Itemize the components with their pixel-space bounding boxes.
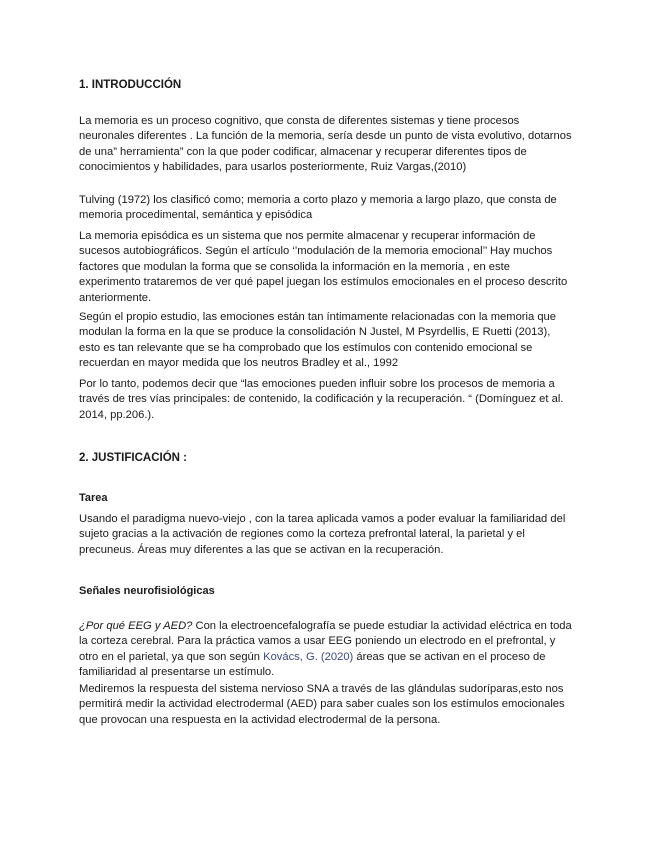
question-eeg-aed: ¿Por qué EEG y AED? [79,620,193,632]
section-heading-introduccion: 1. INTRODUCCIÓN [79,79,182,91]
paragraph-intro-4: Según el propio estudio, las emociones están tan íntimamente relacionadas con la memoria que modulan la forma en la que se produce la consolidación N Justel, M Psyrdellis, E Ruetti (2013), esto es tan relevante que se ha comprobado que los estímulos con contenido emocional se recuerdan en mayor medida que los neutros Bradley et al., 1992 [79,311,556,370]
section-heading-justificacion: 2. JUSTIFICACIÓN : [79,452,187,464]
senales-text-b: áreas que se activan en el proceso de familiaridad al presentarse un estímulo. [79,650,546,679]
paragraph-tarea: Usando el paradigma nuevo-viejo , con la tarea aplicada vamos a poder evaluar la familiaridad del sujeto gracias a la activación de regiones como la corteza prefrontal lateral, la parietal y el precuneus. Áreas muy diferentes a las que se activan en la recuperación. [79,513,566,556]
subheading-tarea: Tarea [79,492,108,504]
paragraph-intro-5: Por lo tanto, podemos decir que “las emociones pueden influir sobre los procesos de memoria a través de tres vías principales: de contenido, la codificación y la recuperación. “ (Domínguez et al. 2014, pp.206.). [79,378,564,421]
paragraph-intro-1: La memoria es un proceso cognitivo, que consta de diferentes sistemas y tiene procesos neuronales diferentes . La función de la memoria, sería desde un punto de vista evolutivo, dotarnos de una” herramienta” con la que poder codificar, almacenar y recuperar diferentes tipos de conocimientos y habilidades, para usarlos posteriormente, Ruiz Vargas,(2010) [79,115,572,174]
subheading-senales: Señales neurofisiológicas [79,585,215,597]
senales-text-a: Con la electroencefalografía se puede estudiar la actividad eléctrica en toda la corteza cerebral. Para la práctica vamos a usar EEG poniendo un electrodo en el prefrontal, y otro en el parietal, ya que son según [79,620,572,663]
paragraph-intro-2: Tulving (1972) los clasificó como; memoria a corto plazo y memoria a largo plazo, que consta de memoria procedimental, semántica y episódica [79,194,557,222]
paragraph-senales-1 [79,619,573,681]
citation-kovacs: Kovács, G. (2020) [263,650,354,663]
paragraph-senales-2: Mediremos la respuesta del sistema nervioso SNA a través de las glándulas sudoríparas,esto nos permitirá medir la actividad electrodermal (AED) para saber cuales son los estímulos emocionales que provocan una respuesta en la actividad electrodermal de la persona. [79,683,565,726]
paragraph-intro-3: La memoria episódica es un sistema que nos permite almacenar y recuperar información de sucesos autobiográficos. Según el artículo ‘’modulación de la memoria emocional’’ Hay muchos factores que modulan la forma que se consolida la información en la memoria , en este experimento trataremos de ver qué papel juegan los estímulos emocionales en el proceso descrito anteriormente. [79,230,568,304]
